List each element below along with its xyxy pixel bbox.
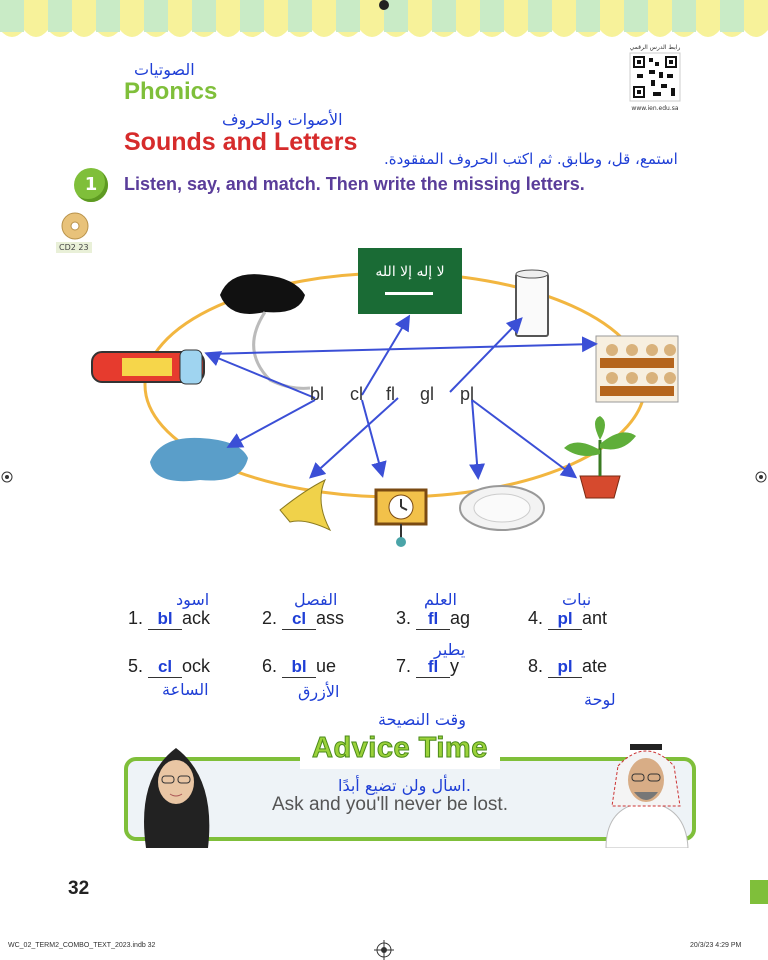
footer-file-label: WC_02_TERM2_COMBO_TEXT_2023.indb 32: [8, 942, 156, 949]
blend-label: bl: [310, 384, 325, 404]
qr-code-icon: [626, 51, 684, 103]
page-tab-marker: [750, 880, 768, 904]
exercise-note: العلم: [424, 590, 457, 609]
advice-text: Ask and you'll never be lost.: [272, 794, 508, 815]
classroom-picture: [596, 336, 678, 402]
activity-instruction: Listen, say, and match. Then write the missing letters.: [124, 174, 585, 194]
exercise-number: 5.: [128, 656, 144, 676]
exercise-note: يطير: [434, 640, 466, 659]
advice-title: Advice Time: [312, 732, 488, 764]
exercise-item: [528, 608, 607, 630]
blend-labels: [310, 384, 474, 404]
word-remainder: ate: [582, 656, 608, 676]
exercise-number: 7.: [396, 656, 412, 676]
glue-stick-picture: [92, 350, 204, 384]
exercise-note: نبات: [562, 590, 592, 609]
clock-picture: [376, 490, 426, 547]
cd-track-label: CD2 23: [56, 242, 92, 253]
exercise-item: [128, 656, 210, 678]
word-remainder: ack: [182, 608, 211, 628]
blend-label: pl: [460, 384, 475, 404]
saudi-flag-picture: [358, 248, 462, 314]
exercise-note: لوحة: [584, 690, 616, 709]
qr-code[interactable]: [626, 44, 684, 114]
exercise-item: [528, 656, 607, 678]
matching-diagram: [80, 240, 700, 560]
advice-arabic-text: اسأل ولن تضيع أبدًا.: [338, 776, 471, 795]
svg-text:لا إله إلا الله: لا إله إلا الله: [375, 264, 445, 280]
exercise-item: [262, 656, 336, 678]
exercise-note: الفصل: [294, 590, 338, 609]
phonics-title: Phonics: [124, 78, 218, 105]
word-remainder: ass: [316, 608, 345, 628]
sounds-arabic-note: الأصوات والحروف: [222, 110, 343, 129]
exercise-item: [128, 608, 210, 630]
answer-blank[interactable]: bl: [282, 657, 316, 678]
exercise-number: 6.: [262, 656, 278, 676]
word-remainder: ag: [450, 608, 471, 628]
activity-number-badge: 1: [74, 168, 108, 202]
exercise-item: [262, 608, 344, 630]
exercise-note: الساعة: [162, 680, 209, 699]
exercise-number: 4.: [528, 608, 544, 628]
word-remainder: ue: [316, 656, 337, 676]
sounds-and-letters-title: Sounds and Letters: [124, 128, 358, 156]
woman-character-picture: [126, 738, 226, 848]
glass-picture: [516, 270, 548, 336]
exercise-number: 1.: [128, 608, 144, 628]
exercise-item: [396, 608, 470, 630]
man-character-picture: [596, 736, 696, 848]
answer-blank[interactable]: pl: [548, 609, 582, 630]
blend-label: fl: [386, 384, 395, 404]
exercise-number: 3.: [396, 608, 412, 628]
registration-mark-icon: [374, 940, 394, 960]
exercise-item: [396, 656, 459, 678]
blend-label: gl: [420, 384, 435, 404]
word-remainder: y: [450, 656, 460, 676]
awning-border: [0, 0, 768, 44]
answer-blank[interactable]: bl: [148, 609, 182, 630]
footer-date-label: 20/3/23 4:29 PM: [690, 942, 742, 949]
word-remainder: ock: [182, 656, 211, 676]
registration-mark-icon: [0, 470, 14, 484]
qr-url: www.ien.edu.sa: [631, 105, 679, 112]
registration-mark-icon: [379, 0, 389, 10]
exercise-number: 8.: [528, 656, 544, 676]
advice-arabic-title: وقت النصيحة: [378, 710, 466, 729]
phonics-arabic-note: الصوتيات: [134, 60, 195, 79]
exercise-note: اسود: [176, 590, 210, 609]
black-blob-picture: [220, 274, 305, 314]
answer-blank[interactable]: fl: [416, 609, 450, 630]
answer-blank[interactable]: cl: [282, 609, 316, 630]
match-arrows: [208, 318, 594, 476]
exercise-note: الأزرق: [298, 682, 340, 701]
answer-blank[interactable]: fl: [416, 657, 450, 678]
answer-blank[interactable]: pl: [548, 657, 582, 678]
word-remainder: ant: [582, 608, 608, 628]
blend-label: cl: [350, 384, 363, 404]
exercise-number: 2.: [262, 608, 278, 628]
answer-blank[interactable]: cl: [148, 657, 182, 678]
qr-caption: رابط الدرس الرقمي: [629, 44, 681, 51]
instruction-arabic-note: استمع، قل، وطابق. ثم اكتب الحروف المفقودة.: [384, 150, 678, 168]
registration-mark-icon: [754, 470, 768, 484]
page-number: 32: [68, 878, 90, 899]
